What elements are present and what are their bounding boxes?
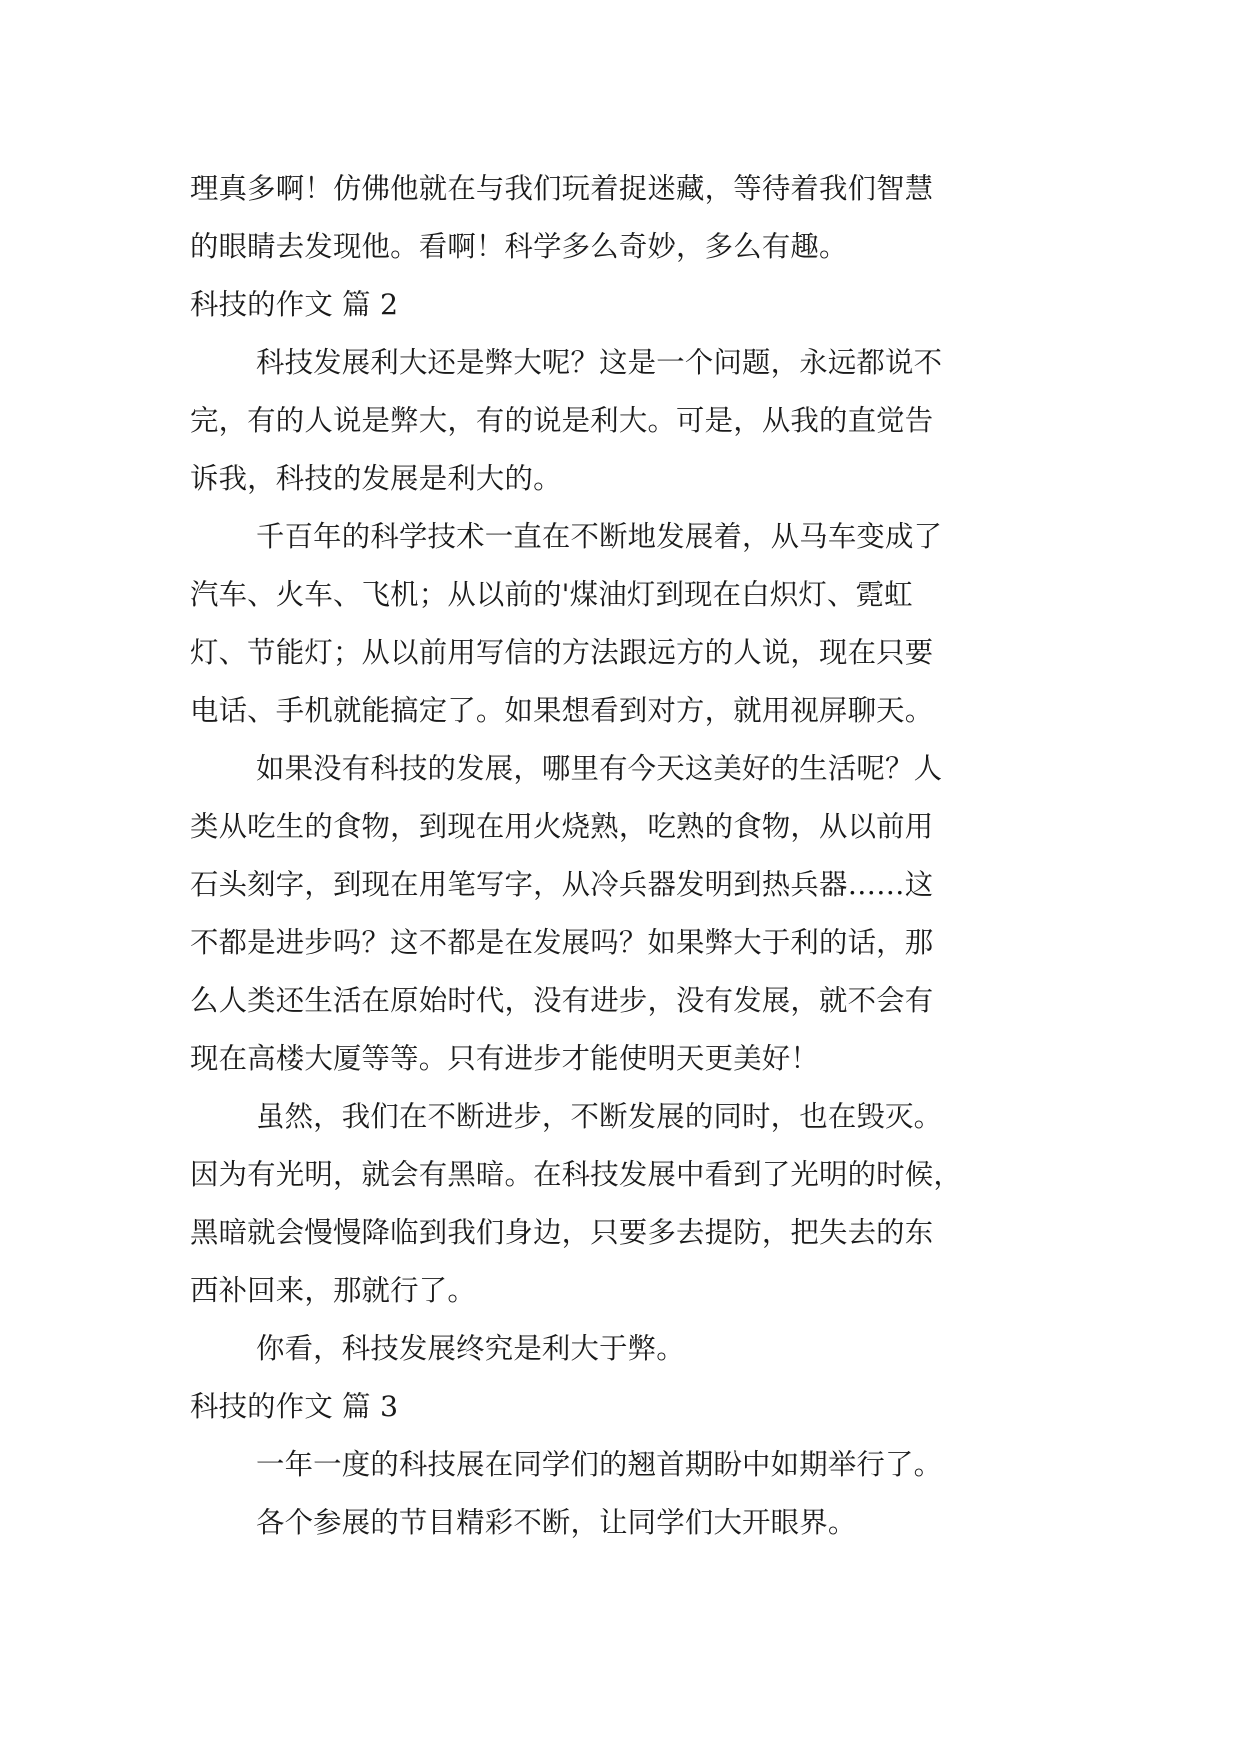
paragraph-line: 你看，科技发展终究是利大于弊。 <box>256 1332 685 1365</box>
paragraph-line: 科技发展利大还是弊大呢？这是一个问题，永远都说不 <box>256 346 943 379</box>
paragraph-line: 完，有的人说是弊大，有的说是利大。可是，从我的直觉告 <box>190 404 934 437</box>
paragraph-line: 理真多啊！仿佛他就在与我们玩着捉迷藏，等待着我们智慧 <box>190 172 934 205</box>
paragraph-line: 一年一度的科技展在同学们的翘首期盼中如期举行了。 <box>256 1448 943 1481</box>
paragraph-line: 各个参展的节目精彩不断，让同学们大开眼界。 <box>256 1506 857 1539</box>
paragraph-line: 灯、节能灯；从以前用写信的方法跟远方的人说，现在只要 <box>190 636 934 669</box>
paragraph-line: 黑暗就会慢慢降临到我们身边，只要多去提防，把失去的东 <box>190 1216 934 1249</box>
paragraph-line: 电话、手机就能搞定了。如果想看到对方，就用视屏聊天。 <box>190 694 934 727</box>
paragraph-line: 的眼睛去发现他。看啊！科学多么奇妙，多么有趣。 <box>190 230 848 263</box>
paragraph-line: 西补回来，那就行了。 <box>190 1274 476 1307</box>
article-body <box>190 160 1070 1552</box>
paragraph-line: 不都是进步吗？这不都是在发展吗？如果弊大于利的话，那 <box>190 926 934 959</box>
paragraph-line: 现在高楼大厦等等。只有进步才能使明天更美好！ <box>190 1042 819 1075</box>
paragraph-line: 诉我，科技的发展是利大的。 <box>190 462 562 495</box>
paragraph-line: 因为有光明，就会有黑暗。在科技发展中看到了光明的时候， <box>190 1158 962 1191</box>
paragraph-line: 么人类还生活在原始时代，没有进步，没有发展，就不会有 <box>190 984 934 1017</box>
section-heading: 科技的作文 篇 2 <box>190 288 399 321</box>
paragraph-line: 虽然，我们在不断进步，不断发展的同时，也在毁灭。 <box>256 1100 943 1133</box>
paragraph-line: 千百年的科学技术一直在不断地发展着，从马车变成了 <box>256 520 943 553</box>
section-heading: 科技的作文 篇 3 <box>190 1390 399 1423</box>
paragraph-line: 类从吃生的食物，到现在用火烧熟，吃熟的食物，从以前用 <box>190 810 934 843</box>
paragraph-line: 石头刻字，到现在用笔写字，从冷兵器发明到热兵器……这 <box>190 868 934 901</box>
paragraph-line: 如果没有科技的发展，哪里有今天这美好的生活呢？人 <box>256 752 943 785</box>
paragraph-line: 汽车、火车、飞机；从以前的'煤油灯到现在白炽灯、霓虹 <box>190 578 913 611</box>
